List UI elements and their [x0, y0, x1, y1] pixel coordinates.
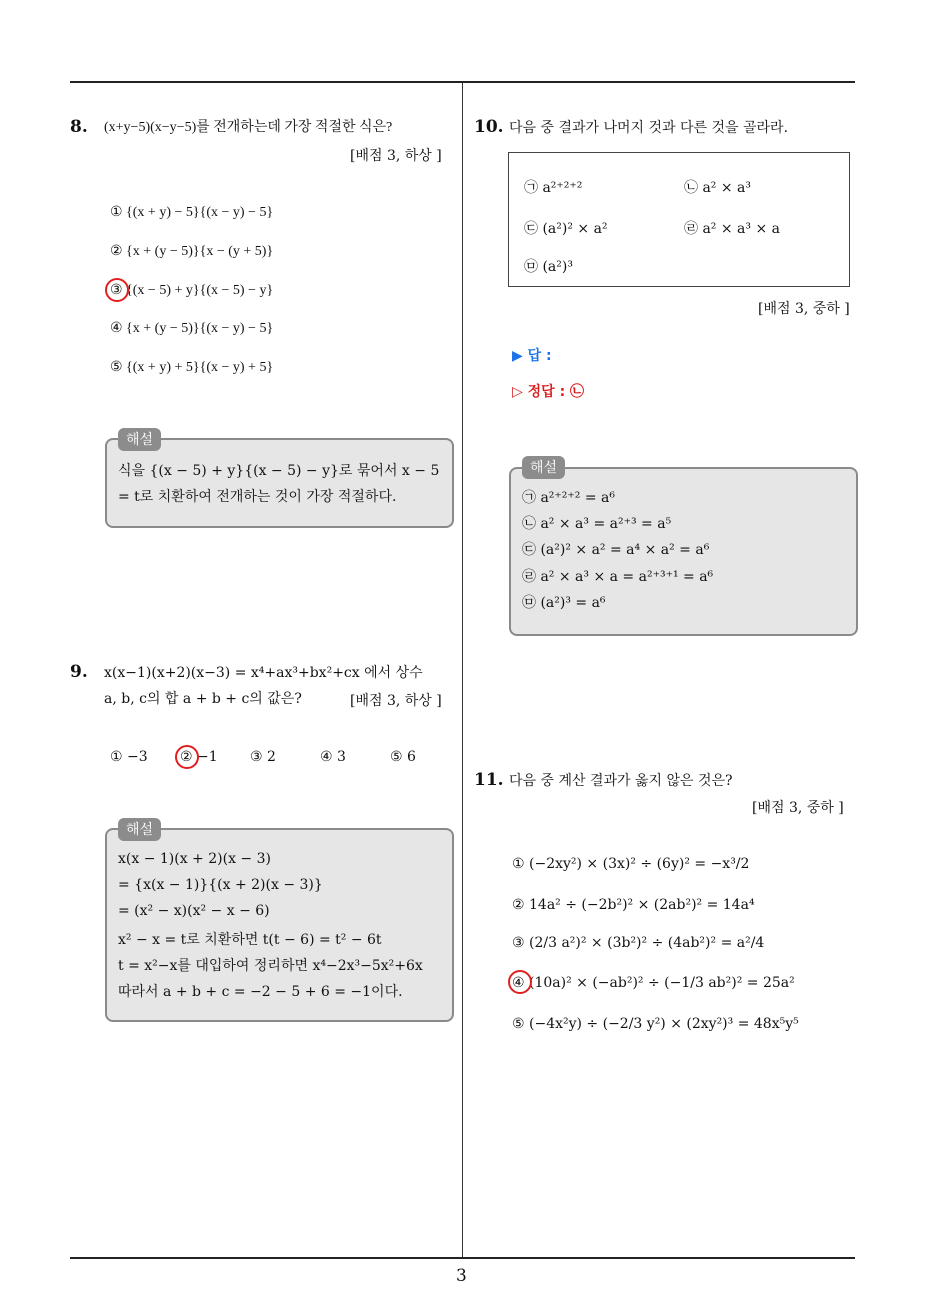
- q11-choice-5[interactable]: ⑤ (−4x²y) ÷ (−2/3 y²) × (2xy²)³ = 48x⁵y⁵: [512, 1016, 799, 1032]
- q9-choice-1[interactable]: ① −3: [110, 749, 148, 765]
- q11-choice-3[interactable]: ③ (2/3 a²)² × (3b²)² ÷ (4ab²)² = a²/4: [512, 935, 765, 951]
- q11-choice-2[interactable]: ② 14a² ÷ (−2b²)² × (2ab²)² = 14a⁴: [512, 897, 755, 913]
- q10-solution-line-3: ㉢ (a²)² × a² = a⁴ × a² = a⁶: [522, 542, 710, 558]
- q9-choice-2[interactable]: ② −1: [180, 749, 218, 765]
- q10-solution-line-4: ㉣ a² × a³ × a = a²⁺³⁺¹ = a⁶: [522, 569, 714, 585]
- q9-number: 9.: [70, 662, 88, 682]
- q8-question: (x+y−5)(x−y−5)를 전개하는데 가장 적절한 식은?: [104, 120, 393, 135]
- q9-solution-line-2: = {x(x − 1)}{(x + 2)(x − 3)}: [118, 877, 323, 893]
- q10-solution-line-1: ㉠ a²⁺²⁺² = a⁶: [522, 490, 616, 506]
- q9-solution-tag: 해설: [118, 818, 161, 841]
- q10-solution-line-2: ㉡ a² × a³ = a²⁺³ = a⁵: [522, 516, 672, 532]
- q9-solution-line-1: x(x − 1)(x + 2)(x − 3): [118, 851, 271, 867]
- q9-solution-line-3: = (x² − x)(x² − x − 6): [118, 903, 270, 919]
- q8-solution-line-2: = t로 치환하여 전개하는 것이 가장 적절하다.: [118, 489, 397, 505]
- q8-choice-5[interactable]: ⑤ {(x + y) + 5}{(x − y) + 5}: [110, 360, 274, 375]
- q10-item-3: ㉢ (a²)² × a²: [524, 221, 608, 237]
- q9-solution-line-6: 따라서 a + b + c = −2 − 5 + 6 = −1이다.: [118, 984, 403, 1000]
- q9-solution-line-4: x² − x = t로 치환하면 t(t − 6) = t² − 6t: [118, 932, 382, 948]
- q11-question: 다음 중 계산 결과가 옳지 않은 것은?: [509, 773, 733, 789]
- q10-correct-answer: ▷ 정답 : ㉡: [512, 384, 585, 400]
- q8-solution-line-1: 식을 {(x − 5) + y}{(x − 5) − y}로 묶어서 x − 5: [118, 463, 440, 479]
- q8-choice-4[interactable]: ④ {x + (y − 5)}{(x − y) − 5}: [110, 321, 274, 336]
- q9-solution-line-5: t = x²−x를 대입하여 정리하면 x⁴−2x³−5x²+6x: [118, 958, 423, 974]
- q11-answer-mark: [508, 970, 532, 994]
- q8-score: [배점 3, 하상 ]: [350, 148, 442, 164]
- q8-choice-1[interactable]: ① {(x + y) − 5}{(x − y) − 5}: [110, 205, 274, 220]
- q11-score: [배점 3, 중하 ]: [752, 800, 844, 816]
- q9-answer-mark: [175, 745, 199, 769]
- q9-score: [배점 3, 하상 ]: [350, 693, 442, 709]
- q10-number: 10.: [474, 117, 504, 137]
- q8-answer-mark: [105, 278, 129, 302]
- page-number: 3: [456, 1266, 467, 1286]
- q11-choice-1[interactable]: ① (−2xy²) × (3x)² ÷ (6y)² = −x³/2: [512, 856, 750, 872]
- q8-choice-2[interactable]: ② {x + (y − 5)}{x − (y + 5)}: [110, 244, 274, 259]
- column-divider: [462, 83, 463, 1259]
- q10-question: 다음 중 결과가 나머지 것과 다른 것을 골라라.: [509, 120, 789, 136]
- q8-choice-3[interactable]: ③ {(x − 5) + y}{(x − 5) − y}: [110, 283, 274, 298]
- q9-question-line-1: x(x−1)(x+2)(x−3) = x⁴+ax³+bx²+cx 에서 상수: [104, 665, 423, 681]
- bottom-rule: [70, 1257, 855, 1259]
- q10-item-4: ㉣ a² × a³ × a: [684, 221, 780, 237]
- q10-solution-tag: 해설: [522, 456, 565, 479]
- q10-score: [배점 3, 중하 ]: [758, 301, 850, 317]
- q10-solution-line-5: ㉤ (a²)³ = a⁶: [522, 595, 606, 611]
- q11-number: 11.: [474, 770, 504, 790]
- q8-solution-box: [105, 438, 454, 528]
- q10-answer-label: ▶ 답 :: [512, 348, 552, 364]
- q9-question-line-2: a, b, c의 합 a + b + c의 값은?: [104, 691, 302, 707]
- q11-choice-4[interactable]: ④ (10a)² × (−ab²)² ÷ (−1/3 ab²)² = 25a²: [512, 975, 795, 991]
- q8-solution-tag: 해설: [118, 428, 161, 451]
- q10-item-5: ㉤ (a²)³: [524, 259, 573, 275]
- q9-choice-4[interactable]: ④ 3: [320, 749, 346, 765]
- q8-number: 8.: [70, 117, 88, 137]
- q9-choice-5[interactable]: ⑤ 6: [390, 749, 416, 765]
- q10-item-2: ㉡ a² × a³: [684, 180, 751, 196]
- q10-item-1: ㉠ a²⁺²⁺²: [524, 180, 583, 196]
- q9-choice-3[interactable]: ③ 2: [250, 749, 276, 765]
